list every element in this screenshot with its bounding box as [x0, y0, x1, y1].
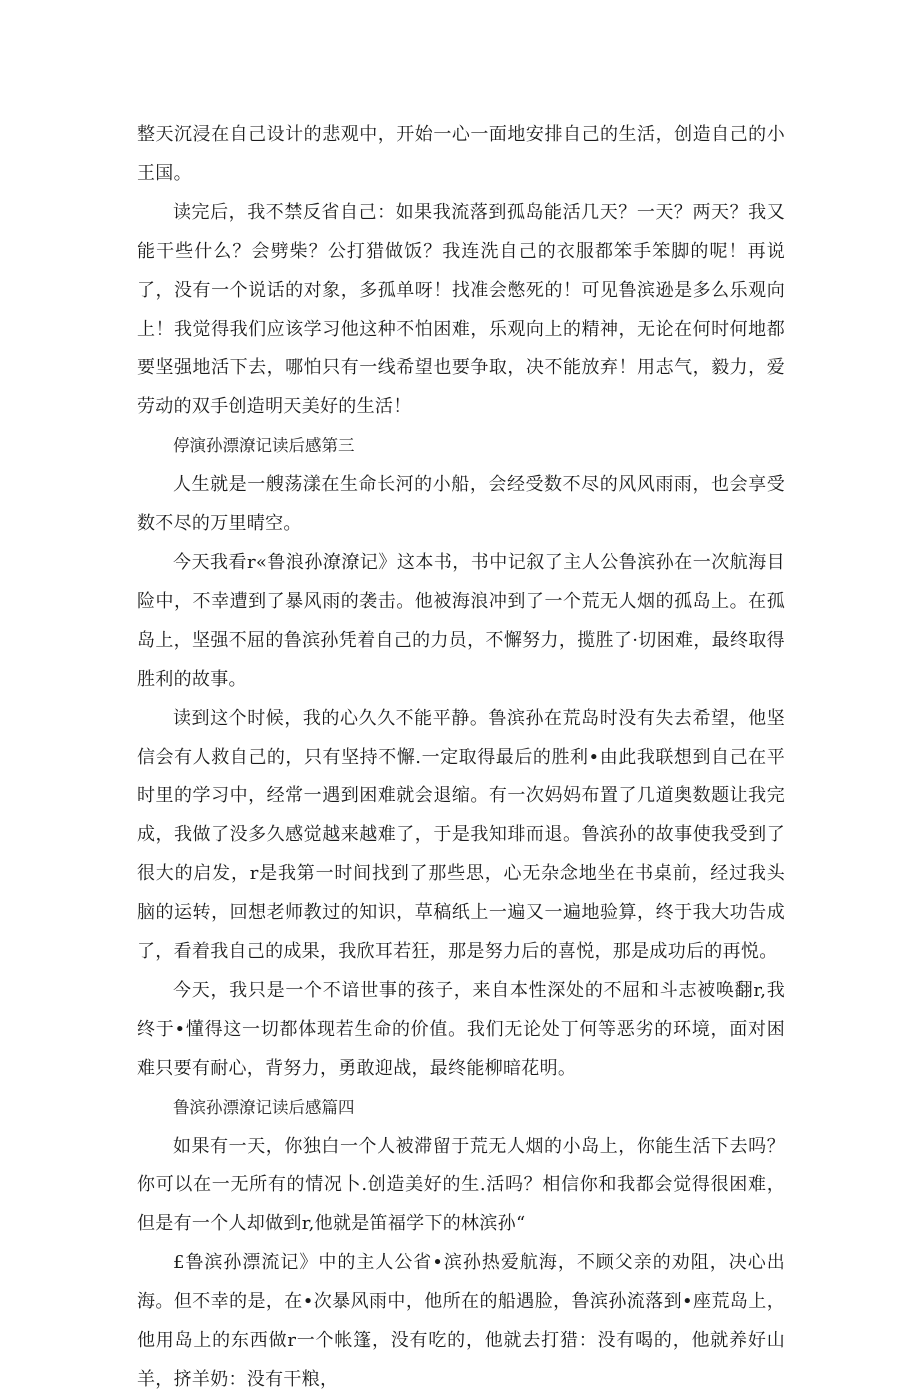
- paragraph-body: 如果有一天，你独白一个人被滞留于荒无人烟的小岛上，你能生活下去吗？你可以在一无所有的情况卜.创造美好的生.活吗？相信你和我都会觉得很困难，但是有一个人却做到r,他就是笛福学下的林滨孙“: [137, 1135, 785, 1235]
- paragraph-body: 今天我看r«鲁浪孙潦潦记》这本书，书中记叙了主人公鲁滨孙在一次航海目险中，不幸遭到了暴风雨的袭击。他被海浪冲到了一个荒无人烟的孤岛上。在孤岛上，坚强不屈的鲁滨孙凭着自己的力员，不懈努力，揽胜了·切困难，最终取得胜利的故事。: [137, 551, 785, 690]
- paragraph-body: 今天，我只是一个不谙世事的孩子，来自本性深处的不屈和斗志被唤翻r,我终于•懂得这一切都体现若生命的价值。我们无论处丁何等恶劣的环境，面对困难只要有耐心，背努力，勇敢迎战，最终能柳暗花明。: [137, 979, 785, 1079]
- section-heading: 停演孙漂潦记读后感第三: [173, 436, 355, 456]
- paragraph-body: 人生就是一艘荡漾在生命长河的小船，会经受数不尽的风风雨雨，也会享受数不尽的万里晴空。: [137, 474, 785, 535]
- paragraph-body: £鲁滨孙漂流记》中的主人公省•滨孙热爱航海，不顾父亲的劝阻，决心出海。但不幸的是，在•次暴风雨中，他所在的船遇脸，鲁滨孙流落到•座荒岛上，他用岛上的东西做r一个帐篷，没有吃的，他就去打猎：没有喝的，他就养好山羊，挤羊奶：没有干粮，: [137, 1252, 785, 1390]
- paragraph-body: 整天沉浸在自己设计的悲观中，开始一心一面地安排自己的生活，创造自己的小王国。: [137, 124, 785, 184]
- paragraph-body: 读到这个时候，我的心久久不能平静。鲁滨孙在荒岛时没有失去希望，他坚信会有人救自己的，只有坚持不懈.一定取得最后的胜利•由此我联想到自己在平时里的学习中，经常一遇到困难就会退缩。有一次妈妈布置了几道奥数题让我完成，我做了没多久感觉越来越难了，于是我知琲而退。鲁滨孙的故事使我受到了很大的启发，r是我第一时间找到了那些思，心无杂念地坐在书桌前，经过我头脑的运转，回想老师教过的知识，草稿纸上一遍又一遍地验算，终于我大功告成了，看着我自己的成果，我欣耳若狂，那是努力后的喜悦，那是成功后的再悦。: [137, 707, 785, 963]
- section-heading: 鲁滨孙漂潦记读后感篇四: [173, 1097, 355, 1117]
- document-body: [137, 116, 785, 1400]
- paragraph-body: 读完后，我不禁反省自己：如果我流落到孤岛能活几天？一天？两天？我又能干些什么？会劈柴？公打猎做饭？我连洗自己的衣服都笨手笨脚的呢！再说了，没有一个说话的对象，多孤单呀！找准会憋死的！可见鲁滨逊是多么乐观向上！我觉得我们应该学习他这种不怕困难，乐观向上的精神，无论在何时何地都要坚强地活下去，哪怕只有一线希望也要争取，决不能放弃！用志气，毅力，爱劳动的双手创造明天美好的生活！: [137, 201, 785, 418]
